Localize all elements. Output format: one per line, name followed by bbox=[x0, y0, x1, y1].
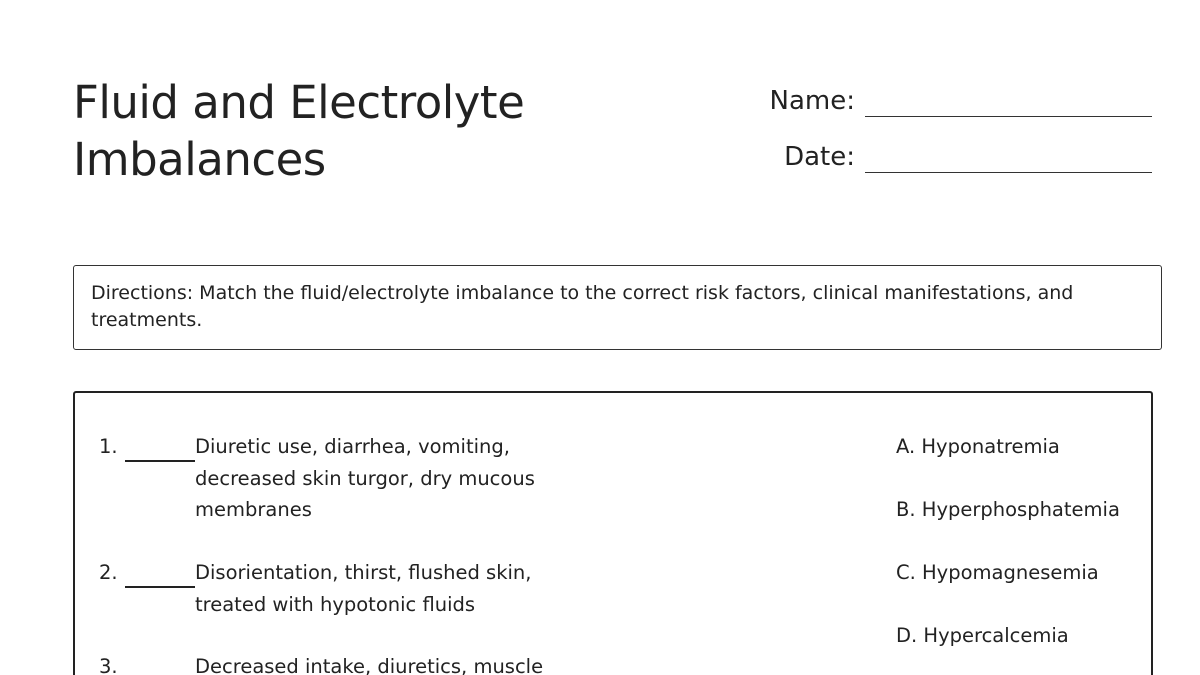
answer-option: D. Hypercalcemia bbox=[896, 624, 1069, 647]
name-field-row bbox=[700, 78, 1152, 118]
name-label: Name: bbox=[769, 86, 855, 116]
student-info-fields bbox=[700, 78, 1152, 190]
answer-blank[interactable] bbox=[125, 557, 195, 588]
matching-section bbox=[73, 391, 1153, 675]
question-text: Decreased intake, diuretics, muscle bbox=[195, 655, 544, 675]
question-text: Diuretic use, diarrhea, vomiting, decreased skin turgor, dry mucous membranes bbox=[195, 435, 535, 521]
question-number: 3. bbox=[99, 655, 118, 675]
question-item bbox=[99, 431, 569, 526]
date-answer-line[interactable] bbox=[865, 171, 1152, 173]
question-number: 2. bbox=[99, 561, 118, 584]
date-field-row bbox=[700, 134, 1152, 174]
worksheet-title: Fluid and Electrolyte Imbalances bbox=[73, 76, 525, 186]
name-answer-line[interactable] bbox=[865, 115, 1152, 117]
question-text: Disorientation, thirst, flushed skin, treated with hypotonic fluids bbox=[195, 561, 532, 616]
answer-option: B. Hyperphosphatemia bbox=[896, 498, 1120, 521]
answer-option: C. Hypomagnesemia bbox=[896, 561, 1099, 584]
question-number: 1. bbox=[99, 435, 118, 458]
date-label: Date: bbox=[784, 142, 855, 172]
directions-box: Directions: Match the fluid/electrolyte imbalance to the correct risk factors, clinical manifestations, and treatments. bbox=[73, 265, 1162, 350]
question-item bbox=[99, 557, 569, 620]
question-item bbox=[99, 651, 569, 675]
answer-blank[interactable] bbox=[125, 431, 195, 462]
answer-option: A. Hyponatremia bbox=[896, 435, 1060, 458]
